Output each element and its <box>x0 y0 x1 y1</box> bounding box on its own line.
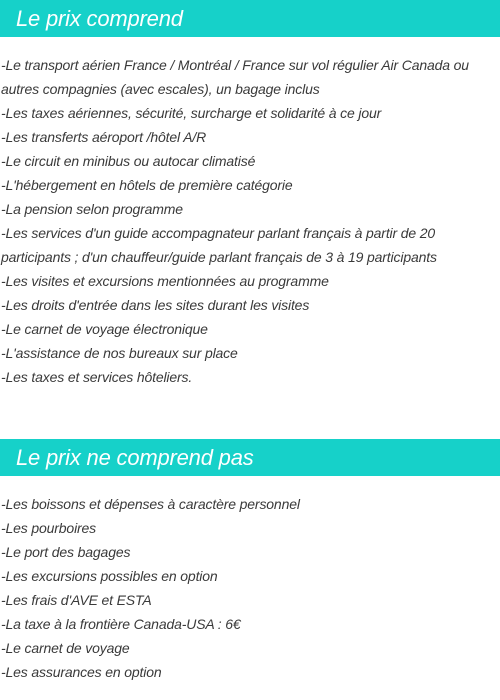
list-item: -Les services d'un guide accompagnateur parlant français à partir de 20 participants ; d'un chauffeur/guide parlant français de 3 à 19 participants <box>1 225 437 265</box>
excluded-section-header <box>0 439 500 476</box>
list-item: -Les taxes aériennes, sécurité, surcharge et solidarité à ce jour <box>1 105 382 121</box>
included-items-list <box>0 53 500 389</box>
list-item: -Le carnet de voyage électronique <box>1 321 208 337</box>
list-item: -Les transferts aéroport /hôtel A/R <box>1 129 207 145</box>
list-item: -Le transport aérien France / Montréal / France sur vol régulier Air Canada ou autres compagnies (avec escales), un bagage inclus <box>1 57 469 97</box>
list-item: -Les frais d'AVE et ESTA <box>1 592 152 608</box>
included-section-header <box>0 0 500 37</box>
excluded-section-title: Le prix ne comprend pas <box>16 444 254 470</box>
list-item: -Les boissons et dépenses à caractère personnel <box>1 496 300 512</box>
list-item: -L'assistance de nos bureaux sur place <box>1 345 238 361</box>
list-item: -Les droits d'entrée dans les sites durant les visites <box>1 297 310 313</box>
list-item: -Les assurances en option <box>1 664 162 680</box>
included-section-title: Le prix comprend <box>16 5 183 31</box>
list-item: -Le carnet de voyage <box>1 640 130 656</box>
list-item: -Les excursions possibles en option <box>1 568 218 584</box>
list-item: -Le circuit en minibus ou autocar climatisé <box>1 153 256 169</box>
list-item: -Les pourboires <box>1 520 97 536</box>
list-item: -Les visites et excursions mentionnées au programme <box>1 273 329 289</box>
list-item: -La taxe à la frontière Canada-USA : 6€ <box>1 616 241 632</box>
excluded-items-list <box>0 492 500 684</box>
list-item: -L'hébergement en hôtels de première catégorie <box>1 177 293 193</box>
list-item: -Les taxes et services hôteliers. <box>1 369 193 385</box>
list-item: -La pension selon programme <box>1 201 183 217</box>
list-item: -Le port des bagages <box>1 544 131 560</box>
